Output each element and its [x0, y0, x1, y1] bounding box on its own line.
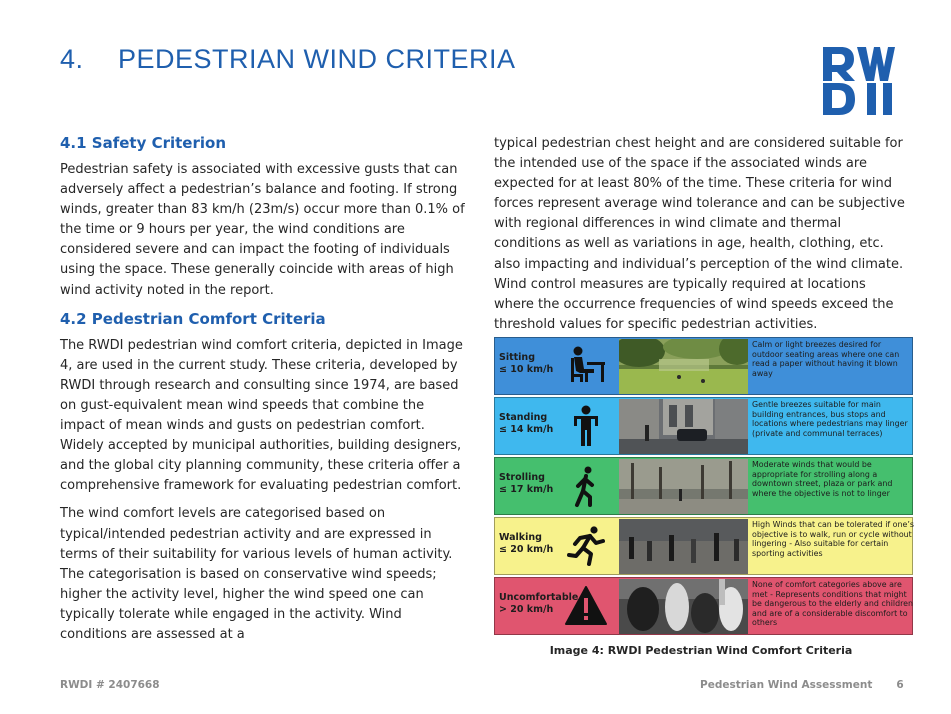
right-column	[494, 134, 906, 343]
footer-project-number: RWDI # 2407668	[60, 679, 160, 691]
criteria-band-walking	[494, 517, 913, 575]
band-description: Moderate winds that would be appropriate for strolling along a downtown street, plaza or park and where the objective is not to linger	[752, 460, 893, 498]
band-speed: ≤ 14 km/h	[499, 424, 554, 435]
criteria-band-sitting	[494, 337, 913, 395]
band-speed: ≤ 10 km/h	[499, 364, 554, 375]
band-name: Standing	[499, 412, 548, 423]
left-column	[60, 133, 466, 653]
criteria-band-standing	[494, 397, 913, 455]
warning-triangle-icon	[563, 584, 609, 628]
band-name: Uncomfortable	[499, 592, 579, 603]
park-lawn-photo	[619, 339, 748, 394]
band-label	[499, 412, 553, 436]
footer-report-title: Pedestrian Wind Assessment	[700, 679, 873, 691]
footer-right	[700, 679, 904, 691]
criteria-band-uncomfortable	[494, 577, 913, 635]
band-name: Sitting	[499, 352, 536, 363]
safety-criterion-heading: 4.1 Safety Criterion	[60, 134, 227, 152]
standing-person-icon	[563, 404, 609, 448]
wind-comfort-criteria-figure	[494, 337, 913, 635]
band-label	[499, 352, 553, 376]
comfort-criteria-heading: 4.2 Pedestrian Comfort Criteria	[60, 309, 326, 328]
comfort-criteria-text-2: The wind comfort levels are categorised based on typical/intended pedestrian activity and are expressed in terms of their suitability for various levels of human activity. The categorisation is based on conservative wind speeds; higher the activity level, higher the wind speed one can typically tolerate while engaged in the activity. Wind conditions are assessed at a	[60, 506, 453, 642]
figure-caption: Image 4: RWDI Pedestrian Wind Comfort Criteria	[549, 644, 853, 657]
band-description: Gentle breezes suitable for main building entrances, bus stops and locations where pedestrians may linger (private and communal terraces)	[752, 400, 908, 438]
building-entrance-photo	[619, 399, 748, 454]
running-person-icon	[563, 524, 609, 568]
band-label	[499, 532, 553, 556]
windy-crowd-photo	[619, 579, 748, 634]
right-column-text: typical pedestrian chest height and are considered suitable for the intended use of the space if the associated winds are expected for at least 80% of the time. These criteria for wind forces represent average wind tolerance and can be subjective with regional differences in wind climate and thermal conditions as well as variations in age, health, clothing, etc. also impacting and individual’s perception of the wind climate. Wind control measures are typically required at locations where the occurrence frequencies of wind speeds exceed the threshold values for specific pedestrian activities.	[494, 136, 905, 332]
tree-lined-street-photo	[619, 459, 748, 514]
band-name: Strolling	[499, 472, 545, 483]
section-title: PEDESTRIAN WIND CRITERIA	[118, 44, 516, 74]
rwdi-logo	[821, 45, 895, 117]
safety-criterion-text: Pedestrian safety is associated with excessive gusts that can adversely affect a pedestrian’s balance and footing. If strong winds, greater than 83 km/h (23m/s) occur more than 0.1% of the time or 9 hours per year, the wind conditions are considered severe and can impact the footing of individuals using the space. These generally coincide with areas of high wind activity noted in the report.	[60, 162, 465, 298]
band-speed: > 20 km/h	[499, 604, 554, 615]
band-label	[499, 472, 553, 496]
page-number: 6	[896, 679, 904, 691]
band-name: Walking	[499, 532, 542, 543]
band-description: None of comfort categories above are met - Represents conditions that might be dangerous to the elderly and children and are of a considerable discomfort to others	[752, 580, 914, 627]
band-speed: ≤ 17 km/h	[499, 484, 554, 495]
comfort-criteria-text-1: The RWDI pedestrian wind comfort criteria, depicted in Image 4, are used in the current study. These criteria, developed by RWDI through research and consulting since 1974, are based on gust-equivalent mean wind speeds that combine the impact of mean winds and gusts on pedestrian comfort. Widely accepted by municipal authorities, building designers, and the global city planning community, these criteria offer a comprehensive framework for evaluating pedestrian comfort.	[60, 337, 463, 494]
walking-person-icon	[563, 464, 609, 508]
band-description: High Winds that can be tolerated if one’s objective is to walk, run or cycle without lingering - Also suitable for certain sporting activities	[752, 520, 914, 558]
criteria-band-strolling	[494, 457, 913, 515]
page-title	[60, 44, 516, 75]
sitting-person-icon	[563, 344, 609, 388]
section-number: 4.	[60, 44, 84, 74]
busy-plaza-photo	[619, 519, 748, 574]
band-speed: ≤ 20 km/h	[499, 544, 554, 555]
band-description: Calm or light breezes desired for outdoor seating areas where one can read a paper without having it blown away	[752, 340, 900, 378]
